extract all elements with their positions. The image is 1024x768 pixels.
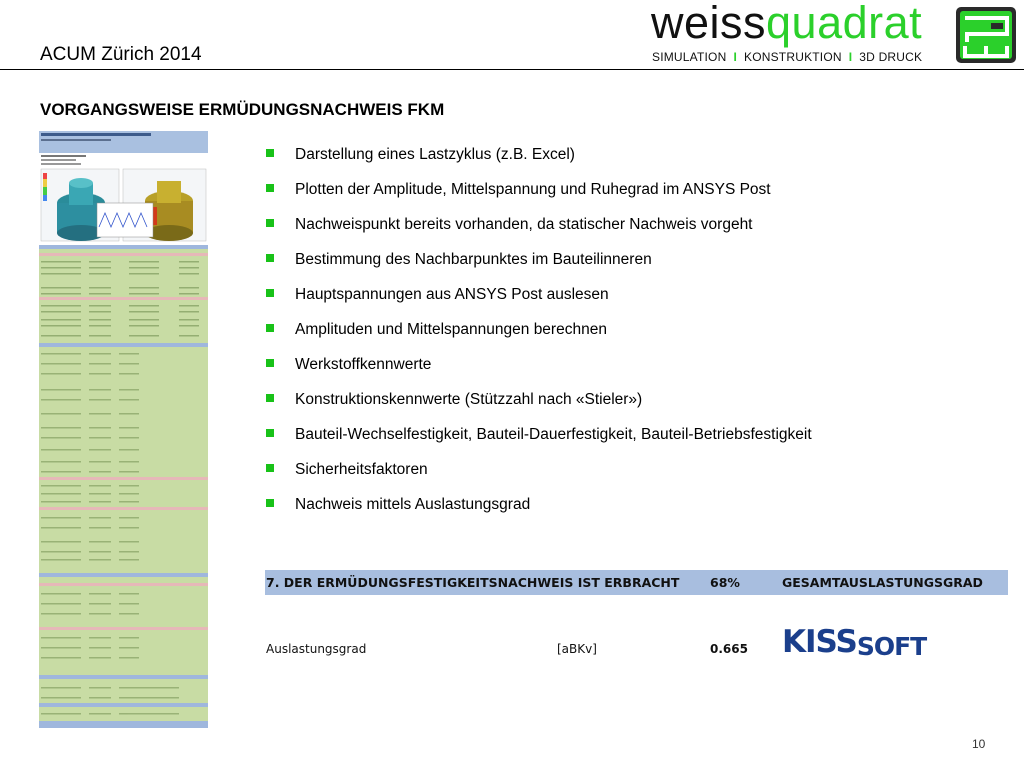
page-number: 10 <box>972 737 986 751</box>
tagline-separator: I <box>733 50 737 64</box>
bullet-square-icon <box>266 219 274 227</box>
bullet-text: Nachweispunkt bereits vorhanden, da statischer Nachweis vorgeht <box>295 216 753 233</box>
bullet-list <box>265 145 965 530</box>
result-heading: 7. DER ERMÜDUNGSFESTIGKEITSNACHWEIS IST ERBRACHT <box>266 575 680 590</box>
result-heading-bar <box>265 570 1008 595</box>
result-row-symbol: [aBKv] <box>557 642 597 656</box>
bullet-square-icon <box>266 149 274 157</box>
result-percent-label: GESAMTAUSLASTUNGSGRAD <box>782 575 983 590</box>
bullet-item <box>265 145 965 180</box>
bullet-square-icon <box>266 359 274 367</box>
bullet-text: Konstruktionskennwerte (Stützzahl nach «Stieler») <box>295 391 643 408</box>
bullet-text: Amplituden und Mittelspannungen berechnen <box>295 321 607 338</box>
bullet-text: Nachweis mittels Auslastungsgrad <box>295 496 531 513</box>
logo-mark-icon <box>955 6 1017 64</box>
tagline-item: SIMULATION <box>652 50 727 64</box>
bullet-text: Plotten der Amplitude, Mittelspannung und Ruhegrad im ANSYS Post <box>295 181 771 198</box>
bullet-text: Sicherheitsfaktoren <box>295 461 428 478</box>
bullet-square-icon <box>266 254 274 262</box>
kisssoft-logo <box>782 624 926 660</box>
bullet-text: Werkstoffkennwerte <box>295 356 432 373</box>
bullet-text: Darstellung eines Lastzyklus (z.B. Excel) <box>295 146 575 163</box>
bullet-item <box>265 320 965 355</box>
tagline-item: KONSTRUKTION <box>744 50 842 64</box>
fkm-spreadsheet-thumbnail <box>39 131 208 728</box>
logo-tagline <box>652 50 922 64</box>
bullet-text: Bestimmung des Nachbarpunktes im Bauteilinneren <box>295 251 652 268</box>
bullet-square-icon <box>266 324 274 332</box>
tagline-separator: I <box>848 50 853 64</box>
result-row-label: Auslastungsgrad <box>266 642 367 656</box>
presentation-title: ACUM Zürich 2014 <box>40 44 202 65</box>
bullet-square-icon <box>266 394 274 402</box>
logo-word-dark: weiss <box>651 0 767 48</box>
tagline-item: 3D DRUCK <box>859 50 923 64</box>
bullet-text: Hauptspannungen aus ANSYS Post auslesen <box>295 286 609 303</box>
bullet-item <box>265 355 965 390</box>
bullet-item <box>265 495 965 530</box>
section-title: VORGANGSWEISE ERMÜDUNGSNACHWEIS FKM <box>40 100 445 119</box>
bullet-item <box>265 285 965 320</box>
kiss-logo-part1: KISS <box>782 624 857 660</box>
bullet-item <box>265 250 965 285</box>
kiss-logo-part2: SOFT <box>856 632 927 661</box>
spreadsheet-preview-image <box>39 131 208 728</box>
result-percent: 68% <box>710 575 740 590</box>
header-divider <box>0 69 1024 70</box>
bullet-item <box>265 425 965 460</box>
bullet-item <box>265 390 965 425</box>
bullet-item <box>265 215 965 250</box>
bullet-item <box>265 460 965 495</box>
bullet-text: Bauteil-Wechselfestigkeit, Bauteil-Dauerfestigkeit, Bauteil-Betriebsfestigkeit <box>295 426 812 443</box>
bullet-square-icon <box>266 464 274 472</box>
bullet-square-icon <box>266 499 274 507</box>
bullet-square-icon <box>266 429 274 437</box>
bullet-square-icon <box>266 289 274 297</box>
logo-word-accent: quadrat <box>766 0 923 48</box>
bullet-item <box>265 180 965 215</box>
weissquadrat-logo <box>651 0 922 46</box>
bullet-square-icon <box>266 184 274 192</box>
result-row-value: 0.665 <box>710 642 748 656</box>
